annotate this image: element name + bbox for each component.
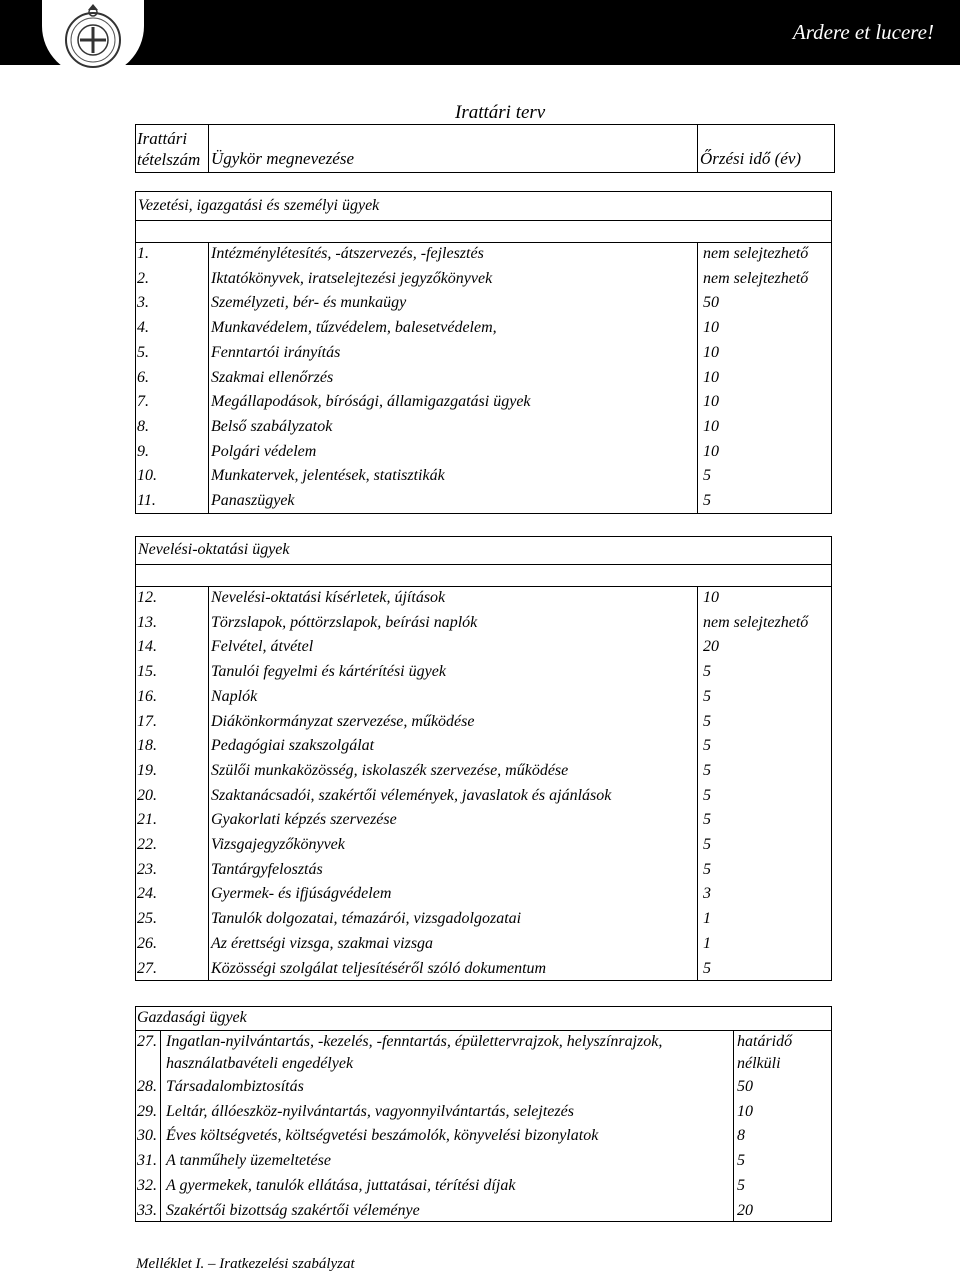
table-row-name: Felvétel, átvétel bbox=[211, 638, 314, 656]
table-row-name: Gyakorlati képzés szervezése bbox=[211, 811, 397, 829]
grid-line bbox=[135, 172, 835, 173]
grid-line bbox=[834, 124, 835, 173]
grid-line bbox=[135, 1006, 832, 1007]
column-header-item-no bbox=[137, 128, 200, 170]
grid-line bbox=[135, 513, 832, 514]
table-row-no: 6. bbox=[137, 368, 149, 386]
table-row-name: Diákönkormányzat szervezése, működése bbox=[211, 712, 475, 730]
table-row-name: Szaktanácsadói, szakértői vélemények, javaslatok és ajánlások bbox=[211, 786, 612, 804]
grid-line bbox=[135, 1030, 136, 1222]
grid-line bbox=[135, 124, 835, 125]
column-header-item-no-line1: Irattári bbox=[137, 129, 188, 148]
table-row-period-continued: nélküli bbox=[737, 1055, 781, 1072]
table-row-name: Munkavédelem, tűzvédelem, balesetvédelem, bbox=[211, 319, 497, 337]
table-row-period: 5 bbox=[703, 786, 711, 804]
table-row-no: 16. bbox=[137, 687, 157, 705]
section-title-economic: Gazdasági ügyek bbox=[137, 1009, 247, 1026]
table-row-no: 1. bbox=[137, 245, 149, 262]
grid-line bbox=[135, 536, 136, 587]
grid-line bbox=[135, 124, 136, 173]
table-row-no: 3. bbox=[137, 294, 149, 312]
table-row-no: 26. bbox=[137, 934, 157, 952]
grid-line bbox=[135, 564, 832, 565]
table-row-name: Iktatókönyvek, iratselejtezési jegyzőkönyvek bbox=[211, 269, 493, 287]
table-row-name: Megállapodások, bírósági, államigazgatási ügyek bbox=[211, 393, 531, 411]
table-row-period: 5 bbox=[703, 687, 711, 705]
section-title-education: Nevelési-oktatási ügyek bbox=[138, 541, 290, 558]
school-motto: Ardere et lucere! bbox=[792, 20, 934, 44]
grid-line bbox=[135, 586, 832, 587]
grid-line bbox=[135, 1030, 832, 1031]
grid-line bbox=[135, 191, 832, 192]
table-row-name: Fenntartói irányítás bbox=[211, 343, 341, 361]
seal-emblem-icon bbox=[42, 0, 144, 76]
table-row-period: 50 bbox=[737, 1078, 753, 1095]
table-row-period: 5 bbox=[703, 737, 711, 755]
table-row-period: 5 bbox=[703, 467, 711, 485]
table-row-name: Szülői munkaközösség, iskolaszék szervezése, működése bbox=[211, 761, 569, 779]
table-row-period: 10 bbox=[703, 319, 719, 337]
table-row-period: 10 bbox=[703, 589, 719, 606]
table-row-period: 10 bbox=[703, 442, 719, 460]
table-row-period: 10 bbox=[703, 343, 719, 361]
grid-line bbox=[831, 242, 832, 514]
table-row-no: 4. bbox=[137, 319, 149, 337]
table-row-name: Tanulók dolgozatai, témazárói, vizsgadolgozatai bbox=[211, 910, 522, 928]
column-header-item-no-line2: tételszám bbox=[137, 150, 201, 169]
document-title: Irattári terv bbox=[455, 102, 546, 123]
table-row-no: 7. bbox=[137, 393, 149, 411]
table-row-no: 29. bbox=[137, 1102, 157, 1120]
table-row-name: Gyermek- és ifjúságvédelem bbox=[211, 885, 392, 903]
table-row-name: Nevelési-oktatási kísérletek, újítások bbox=[211, 589, 446, 606]
table-row-period: 5 bbox=[703, 492, 711, 509]
grid-line bbox=[135, 242, 832, 243]
grid-line bbox=[208, 124, 209, 173]
grid-line bbox=[135, 536, 832, 537]
table-row-no: 28. bbox=[137, 1078, 157, 1095]
grid-line bbox=[135, 1006, 136, 1031]
grid-line bbox=[831, 536, 832, 587]
grid-line bbox=[135, 1221, 832, 1222]
table-row-name: Tantárgyfelosztás bbox=[211, 860, 323, 878]
grid-line bbox=[208, 586, 209, 981]
table-row-period: 5 bbox=[703, 836, 711, 853]
table-row-name: Pedagógiai szakszolgálat bbox=[211, 737, 375, 755]
table-row-no: 23. bbox=[137, 860, 157, 878]
table-row-no: 27. bbox=[137, 1033, 157, 1050]
table-row-name: Belső szabályzatok bbox=[211, 417, 333, 435]
table-row-period: 5 bbox=[703, 959, 711, 977]
table-row-name: Személyzeti, bér- és munkaügy bbox=[211, 294, 407, 312]
table-row-no: 13. bbox=[137, 613, 157, 631]
table-row-no: 24. bbox=[137, 885, 157, 903]
table-row-no: 19. bbox=[137, 761, 157, 779]
table-row-name: Szakmai ellenőrzés bbox=[211, 368, 334, 386]
grid-line bbox=[135, 220, 832, 221]
table-row-name: Törzslapok, póttörzslapok, beírási naplók bbox=[211, 613, 478, 631]
table-row-name: Az érettségi vizsga, szakmai vizsga bbox=[211, 934, 434, 952]
section-title-management: Vezetési, igazgatási és személyi ügyek bbox=[138, 197, 380, 214]
table-row-no: 20. bbox=[137, 786, 157, 804]
table-row-name: Munkatervek, jelentések, statisztikák bbox=[211, 467, 445, 485]
table-row-name: Közösségi szolgálat teljesítéséről szóló dokumentum bbox=[211, 959, 547, 977]
table-row-period: 8 bbox=[737, 1127, 745, 1145]
table-row-no: 27. bbox=[137, 959, 157, 977]
grid-line bbox=[733, 1030, 734, 1222]
table-row-name: Vizsgajegyzőkönyvek bbox=[211, 836, 345, 853]
table-row-no: 14. bbox=[137, 638, 157, 656]
table-row-no: 2. bbox=[137, 269, 149, 287]
table-row-period: 3 bbox=[703, 885, 711, 903]
footer-note: Melléklet I. – Iratkezelési szabályzat bbox=[136, 1256, 355, 1272]
table-row-period: 20 bbox=[737, 1201, 753, 1219]
grid-line bbox=[831, 191, 832, 243]
table-row-no: 31. bbox=[137, 1152, 157, 1170]
grid-line bbox=[697, 242, 698, 514]
table-row-period: 10 bbox=[703, 393, 719, 411]
grid-line bbox=[697, 124, 698, 173]
table-row-name: A gyermekek, tanulók ellátása, juttatásai, térítési díjak bbox=[166, 1176, 516, 1194]
grid-line bbox=[831, 1030, 832, 1222]
table-row-name: Éves költségvetés, költségvetési beszámolók, könyvelési bizonylatok bbox=[166, 1127, 599, 1145]
column-header-name: Ügykör megnevezése bbox=[211, 149, 355, 168]
table-row-no: 8. bbox=[137, 417, 149, 435]
grid-line bbox=[831, 1006, 832, 1031]
grid-line bbox=[697, 586, 698, 981]
table-row-period: nem selejtezhető bbox=[703, 245, 809, 262]
table-row-period: 1 bbox=[703, 934, 711, 952]
grid-line bbox=[135, 191, 136, 243]
table-row-period: 5 bbox=[737, 1176, 745, 1194]
table-row-name: Társadalombiztosítás bbox=[166, 1078, 304, 1095]
table-row-no: 21. bbox=[137, 811, 157, 829]
table-row-name: Polgári védelem bbox=[211, 442, 317, 460]
grid-line bbox=[160, 1030, 161, 1222]
table-row-period: nem selejtezhető bbox=[703, 613, 809, 631]
table-row-no: 25. bbox=[137, 910, 157, 928]
table-row-period: 5 bbox=[703, 663, 711, 681]
grid-line bbox=[135, 242, 136, 514]
table-row-no: 9. bbox=[137, 442, 149, 460]
table-row-no: 15. bbox=[137, 663, 157, 681]
table-row-no: 17. bbox=[137, 712, 157, 730]
grid-line bbox=[208, 242, 209, 514]
table-row-name: Intézménylétesítés, -átszervezés, -fejlesztés bbox=[211, 245, 484, 262]
table-row-name-continued: használatbavételi engedélyek bbox=[166, 1055, 354, 1072]
table-row-period: határidő bbox=[737, 1033, 793, 1050]
table-row-period: 5 bbox=[703, 761, 711, 779]
table-row-no: 12. bbox=[137, 589, 157, 606]
table-row-name: Leltár, állóeszköz-nyilvántartás, vagyonnyilvántartás, selejtezés bbox=[166, 1102, 574, 1120]
table-row-no: 18. bbox=[137, 737, 157, 755]
table-row-period: 10 bbox=[703, 368, 719, 386]
table-row-period: nem selejtezhető bbox=[703, 269, 809, 287]
table-row-name: Panaszügyek bbox=[211, 492, 295, 509]
table-row-period: 10 bbox=[737, 1102, 753, 1120]
school-seal-logo bbox=[42, 0, 144, 76]
grid-line bbox=[135, 586, 136, 981]
grid-line bbox=[135, 980, 832, 981]
table-row-no: 30. bbox=[137, 1127, 157, 1145]
table-row-name: Szakértői bizottság szakértői véleménye bbox=[166, 1201, 420, 1219]
table-row-name: A tanműhely üzemeltetése bbox=[166, 1152, 331, 1170]
grid-line bbox=[831, 586, 832, 981]
table-row-name: Naplók bbox=[211, 687, 258, 705]
table-row-name: Tanulói fegyelmi és kártérítési ügyek bbox=[211, 663, 446, 681]
table-row-period: 10 bbox=[703, 417, 719, 435]
table-row-no: 11. bbox=[137, 492, 156, 509]
table-row-no: 32. bbox=[137, 1176, 157, 1194]
table-row-period: 5 bbox=[703, 712, 711, 730]
table-row-period: 5 bbox=[737, 1152, 745, 1170]
table-row-period: 5 bbox=[703, 860, 711, 878]
table-row-period: 50 bbox=[703, 294, 719, 312]
table-row-no: 22. bbox=[137, 836, 157, 853]
table-row-no: 5. bbox=[137, 343, 149, 361]
table-row-period: 20 bbox=[703, 638, 719, 656]
table-row-period: 1 bbox=[703, 910, 711, 928]
table-row-no: 33. bbox=[137, 1201, 157, 1219]
table-row-no: 10. bbox=[137, 467, 157, 485]
column-header-retention: Őrzési idő (év) bbox=[700, 149, 802, 168]
table-row-name: Ingatlan-nyilvántartás, -kezelés, -fenntartás, épülettervrajzok, helyszínrajzok, bbox=[166, 1033, 663, 1050]
table-row-period: 5 bbox=[703, 811, 711, 829]
